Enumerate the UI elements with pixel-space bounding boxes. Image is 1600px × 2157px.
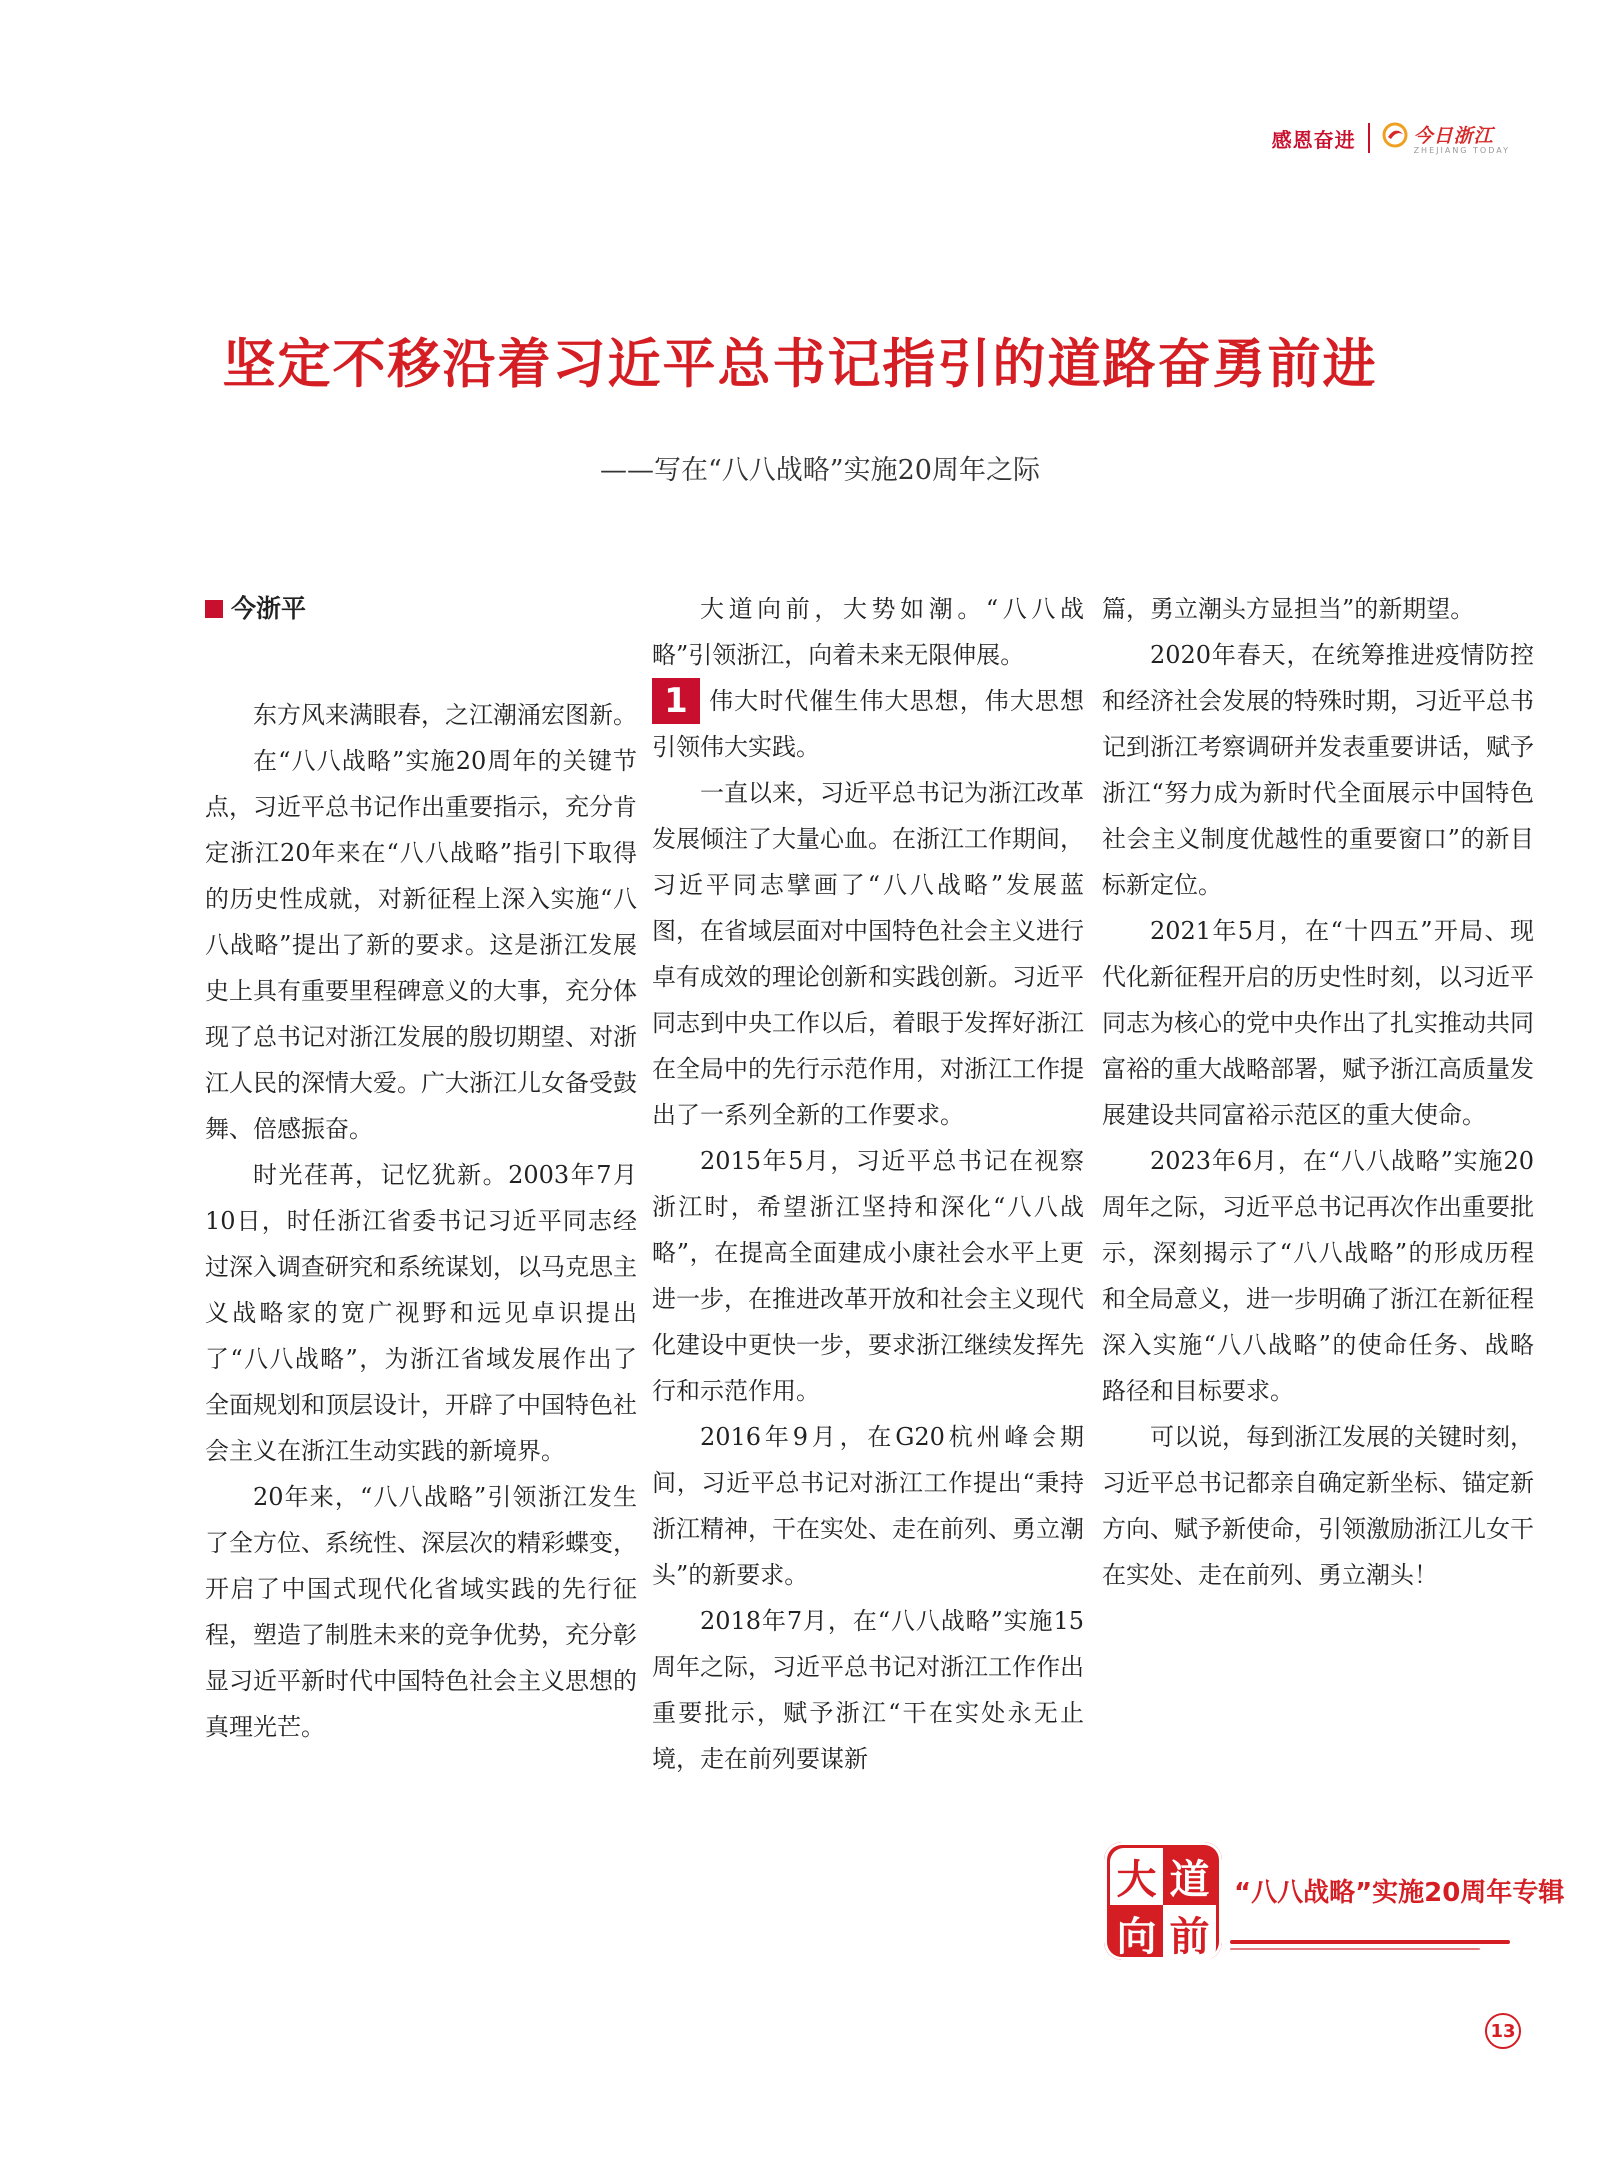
byline-author: 今浙平 [231,594,307,623]
section-number: 1 [652,678,700,724]
column-2 [652,586,1084,1782]
paragraph: 2018年7月，在“八八战略”实施15周年之际，习近平总书记对浙江工作作出重要批示，赋予浙江“干在实处永无止境，走在前列要谋新 [652,1607,1084,1773]
seal-char: 前 [1163,1905,1216,1962]
paragraph: 2015年5月，习近平总书记在视察浙江时，希望浙江坚持和深化“八八战略”，在提高全面建成小康社会水平上更进一步，在推进改革开放和社会主义现代化建设中更快一步，要求浙江继续发挥先行和示范作用。 [652,1147,1084,1405]
column-3 [1102,586,1534,1598]
section-label: 感恩奋进 [1271,127,1356,152]
paragraph: 20年来，“八八战略”引领浙江发生了全方位、系统性、深层次的精彩蝶变，开启了中国式现代化省域实践的先行征程，塑造了制胜未来的竞争优势，充分彰显习近平新时代中国特色社会主义思想的真理光芒。 [205,1483,637,1741]
article-subtitle: ——写在“八八战略”实施20周年之际 [600,455,1040,486]
paragraph: 2023年6月，在“八八战略”实施20周年之际，习近平总书记再次作出重要批示，深刻揭示了“八八战略”的形成历程和全局意义，进一步明确了浙江在新征程深入实施“八八战略”的使命任务、战略路径和目标要求。 [1102,1147,1534,1405]
section-heading-text: 伟大时代催生伟大思想，伟大思想引领伟大实践。 [652,687,1084,761]
seal-char: 道 [1169,1857,1210,1903]
paragraph: 可以说，每到浙江发展的关键时刻，习近平总书记都亲自确定新坐标、锚定新方向、赋予新使命，引领激励浙江儿女干在实处、走在前列、勇立潮头！ [1102,1423,1534,1589]
paragraph: 2016年9月，在G20杭州峰会期间，习近平总书记对浙江工作提出“秉持浙江精神，干在实处、走在前列、勇立潮头”的新要求。 [652,1423,1084,1589]
section-heading [652,678,1084,770]
paragraph: 大道向前，大势如潮。“八八战略”引领浙江，向着未来无限伸展。 [652,595,1084,669]
seal-char: 大 [1110,1848,1163,1905]
swirl-logo-icon [1382,122,1408,148]
paragraph: 一直以来，习近平总书记为浙江改革发展倾注了大量心血。在浙江工作期间，习近平同志擘画了“八八战略”发展蓝图，在省域层面对中国特色社会主义进行卓有成效的理论创新和实践创新。习近平同志到中央工作以后，着眼于发挥好浙江在全局中的先行示范作用，对浙江工作提出了一系列全新的工作要求。 [652,779,1084,1129]
paragraph: 时光荏苒，记忆犹新。2003年7月10日，时任浙江省委书记习近平同志经过深入调查研究和系统谋划，以马克思主义战略家的宽广视野和远见卓识提出了“八八战略”，为浙江省域发展作出了全面规划和顶层设计，开辟了中国特色社会主义在浙江生动实践的新境界。 [205,1161,637,1465]
logo-text: 今日浙江 [1413,125,1494,147]
column-1 [205,586,637,1750]
special-issue-badge [1102,1842,1565,1967]
badge-text: “八八战略”实施20周年专辑 [1234,1878,1565,1908]
page-number: 13 [1485,2013,1521,2049]
paragraph: 东方风来满眼春，之江潮涌宏图新。 [253,701,637,729]
badge-underline-thin [1230,1948,1480,1950]
paragraph-continued: 篇，勇立潮头方显担当”的新期望。 [1102,595,1475,623]
seal-stamp [1104,1842,1222,1960]
badge-underline [1230,1940,1510,1944]
article-title: 坚定不移沿着习近平总书记指引的道路奋勇前进 [222,334,1378,395]
byline [205,586,637,632]
seal-char: 向 [1116,1914,1157,1960]
paragraph: 2021年5月，在“十四五”开局、现代化新征程开启的历史性时刻，以习近平同志为核心的党中央作出了扎实推动共同富裕的重大战略部署，赋予浙江高质量发展建设共同富裕示范区的重大使命。 [1102,917,1534,1129]
magazine-logo [1382,121,1510,155]
paragraph: 2020年春天，在统筹推进疫情防控和经济社会发展的特殊时期，习近平总书记到浙江考察调研并发表重要讲话，赋予浙江“努力成为新时代全面展示中国特色社会主义制度优越性的重要窗口”的新目标新定位。 [1102,641,1534,899]
paragraph: 在“八八战略”实施20周年的关键节点，习近平总书记作出重要指示，充分肯定浙江20年来在“八八战略”指引下取得的历史性成就，对新征程上深入实施“八八战略”提出了新的要求。这是浙江发展史上具有重要里程碑意义的大事，充分体现了总书记对浙江发展的殷切期望、对浙江人民的深情大爱。广大浙江儿女备受鼓舞、倍感振奋。 [205,747,637,1143]
page-header [1272,118,1510,158]
byline-marker [205,600,223,618]
header-divider [1368,123,1370,153]
logo-subtext: ZHEJIANG TODAY [1413,146,1510,155]
